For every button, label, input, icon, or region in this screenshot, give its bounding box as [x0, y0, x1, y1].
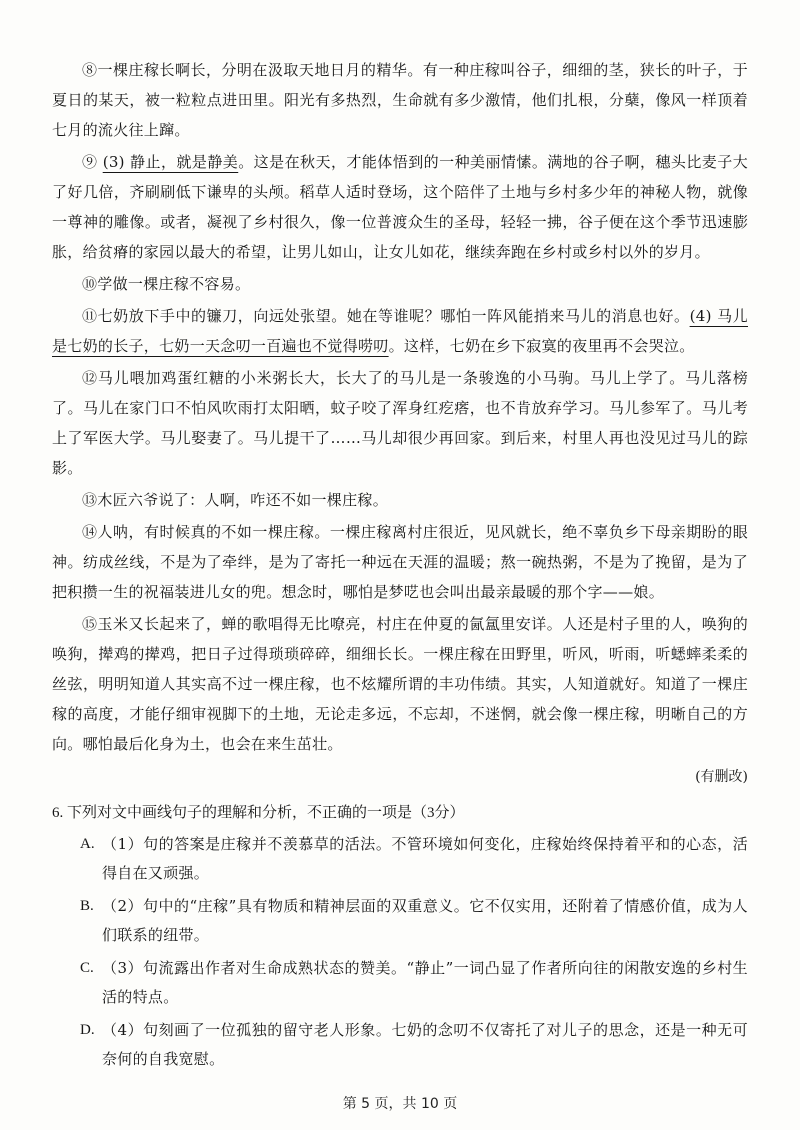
- underlined-sentence-4: (4) 马儿是七奶的长子，七奶一天念叨一百遍也不觉得唠叨: [52, 307, 748, 355]
- option-b: [52, 892, 748, 950]
- option-c: [52, 954, 748, 1012]
- option-d-text: （4）句刻画了一位孤独的留守老人形象。七奶的念叨不仅寄托了对儿子的思念，还是一种无可奈何的自我宽慰。: [102, 1021, 748, 1068]
- option-b-letter: B.: [80, 898, 94, 914]
- paragraph-13: ⑬木匠六爷说了：人啊，咋还不如一棵庄稼。: [82, 491, 389, 509]
- option-a-text: （1）句的答案是庄稼并不羡慕草的活法。不管环境如何变化，庄稼始终保持着平和的心态，活得自在又顽强。: [102, 835, 748, 882]
- paragraph-9-number: ⑨: [82, 153, 103, 171]
- option-c-text: （3）句流露出作者对生命成熟状态的赞美。“静止”一词凸显了作者所向往的闲散安逸的乡村生活的特点。: [102, 959, 748, 1006]
- underlined-sentence-3: (3) 静止，就是静美: [102, 153, 239, 171]
- option-c-letter: C.: [80, 960, 94, 976]
- paragraph-15: ⑮玉米又长起来了，蝉的歌唱得无比嘹亮，村庄在仲夏的氤氲里安详。人还是村子里的人，唤狗的唤狗，撵鸡的撵鸡，把日子过得琐琐碎碎，细细长长。一棵庄稼在田野里，听风，听雨，听蟋蟀柔柔的丝弦，明明知道人其实高不过一棵庄稼，也不炫耀所谓的丰功伟绩。其实，人知道就好。知道了一棵庄稼的高度，才能仔细审视脚下的土地，无论走多远，不忘却，不迷惘，就会像一棵庄稼，明晰自己的方向。哪怕最后化身为土，也会在来生茁壮。: [52, 615, 748, 753]
- paragraph-11: [52, 301, 748, 361]
- paragraph-9: [52, 147, 748, 267]
- paragraph-11-text-start: ⑪七奶放下手中的镰刀，向远处张望。她在等谁呢？哪怕一阵风能捎来马儿的消息也好。: [82, 307, 690, 325]
- option-a-letter: A.: [80, 836, 95, 852]
- source-note: (有删改): [695, 769, 748, 785]
- page-footer: 第 5 页，共 10 页: [342, 1096, 458, 1112]
- option-b-text: （2）句中的“庄稼”具有物质和精神层面的双重意义。它不仅实用，还附着了情感价值，成为人们联系的纽带。: [102, 897, 748, 944]
- option-a: [52, 830, 748, 888]
- paragraph-10: ⑩学做一棵庄稼不容易。: [82, 275, 251, 293]
- paragraph-12: ⑫马儿喂加鸡蛋红糖的小米粥长大，长大了的马儿是一条骏逸的小马驹。马儿上学了。马儿落榜了。马儿在家门口不怕风吹雨打太阳晒，蚊子咬了浑身红疙瘩，也不肯放弃学习。马儿参军了。马儿考上了军医大学。马儿娶妻了。马儿提干了……马儿却很少再回家。到后来，村里人再也没见过马儿的踪影。: [52, 369, 748, 477]
- paragraph-9-text: 。这是在秋天，才能体悟到的一种美丽情愫。满地的谷子啊，穗头比麦子大了好几倍，齐刷刷低下谦卑的头颅。稻草人适时登场，这个陪伴了土地与乡村多少年的神秘人物，就像一尊神的雕像。或者，凝视了乡村很久，像一位普渡众生的圣母，轻轻一拂，谷子便在这个季节迅速膨胀，给贫瘠的家园以最大的希望，让男儿如山，让女儿如花，继续奔跑在乡村或乡村以外的岁月。: [52, 153, 749, 261]
- option-d: [52, 1016, 748, 1074]
- paragraph-14: ⑭人呐，有时候真的不如一棵庄稼。一棵庄稼离村庄很近，见风就长，绝不辜负乡下母亲期盼的眼神。纺成丝线，不是为了牵绊，是为了寄托一种远在天涯的温暖；熬一碗热粥，不是为了挽留，是为了把积攒一生的祝福装进儿女的兜。想念时，哪怕是梦呓也会叫出最亲最暖的那个字——娘。: [52, 523, 748, 601]
- option-d-letter: D.: [80, 1022, 95, 1038]
- question-6-stem: 6. 下列对文中画线句子的理解和分析，不正确的一项是（3分）: [52, 805, 465, 821]
- paragraph-8: ⑧一棵庄稼长啊长，分明在汲取天地日月的精华。有一种庄稼叫谷子，细细的茎，狭长的叶子，于夏日的某天，被一粒粒点进田里。阳光有多热烈，生命就有多少激情，他们扎根，分蘖，像风一样顶着七月的流火往上蹿。: [52, 61, 748, 139]
- paragraph-11-text-end: 。这样，七奶在乡下寂寞的夜里再不会哭泣。: [388, 337, 695, 355]
